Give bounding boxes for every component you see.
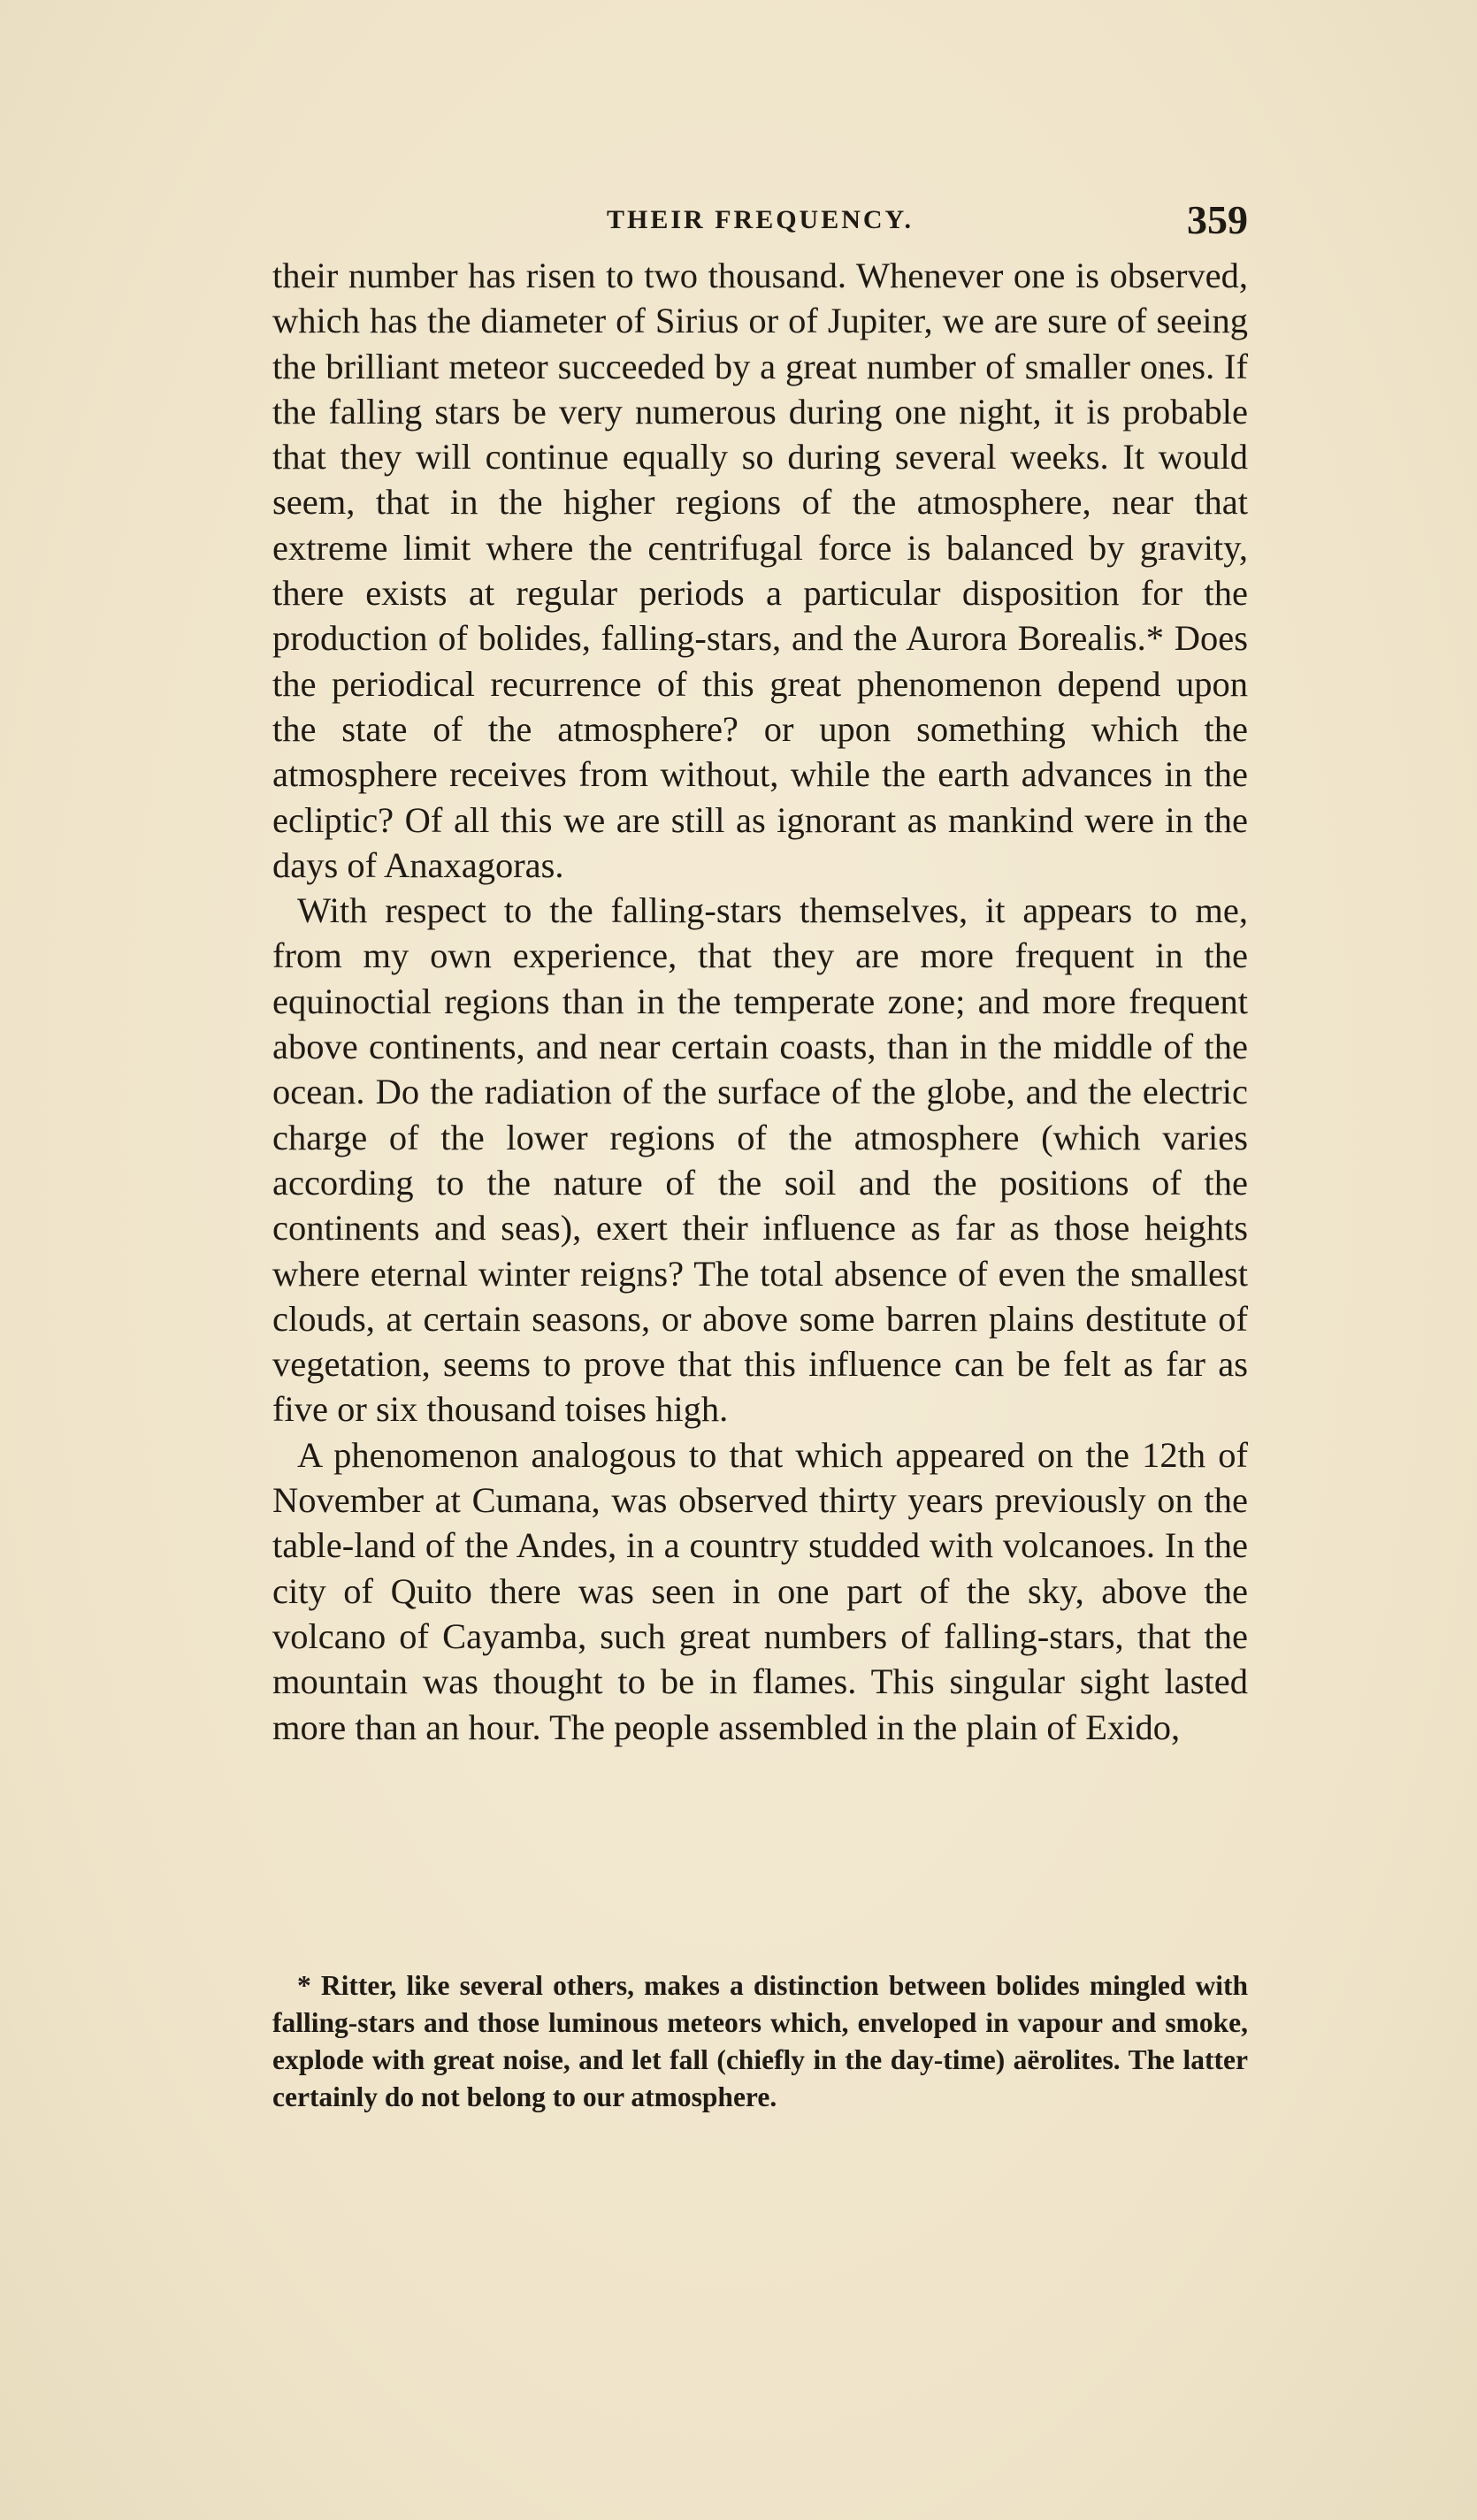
footnote: * Ritter, like several others, makes a distinction between bolides mingled with falling-stars and those luminous meteors which, enveloped in vapour and smoke, explode with great noise, and let fall (chiefly in the day-time) aërolites. The latter certainly do not belong to our atmosphere. [272, 1970, 1248, 2112]
page-title: THEIR FREQUENCY. [607, 205, 914, 234]
running-head [272, 196, 1248, 249]
paragraph-1: their number has risen to two thousand. Whenever one is observed, which has the diameter of Sirius or of Jupiter, we are sure of seeing the brilliant meteor succeeded by a great number of smaller ones. If the falling stars be very numerous during one night, it is probable that they will continue equally so during several weeks. It would seem, that in the higher regions of the atmosphere, near that extreme limit where the centrifugal force is balanced by gravity, there exists at regular periods a particular disposition for the production of bolides, falling-stars, and the Aurora Borealis.* Does the periodical recurrence of this great phenomenon depend upon the state of the atmosphere? or upon something which the atmosphere receives from without, while the earth advances in the ecliptic? Of all this we are still as ignorant as mankind were in the days of Anaxagoras. [272, 256, 1248, 885]
paragraph-2: With respect to the falling-stars themselves, it appears to me, from my own experience, that they are more frequent in the equinoctial regions than in the temperate zone; and more frequent above continents, and near certain coasts, than in the middle of the ocean. Do the radiation of the surface of the globe, and the electric charge of the lower regions of the atmosphere (which varies according to the nature of the soil and the positions of the continents and seas), exert their influence as far as those heights where eternal winter reigns? The total absence of even the smallest clouds, at certain seasons, or above some barren plains destitute of vegetation, seems to prove that this influence can be felt as far as five or six thousand toises high. [272, 890, 1248, 1430]
body-text [272, 253, 1248, 1750]
paragraph-3: A phenomenon analogous to that which appeared on the 12th of November at Cumana, was observed thirty years previously on the table-land of the Andes, in a country studded with volcanoes. In the city of Quito there was seen in one part of the sky, above the volcano of Cayamba, such great numbers of falling-stars, that the mountain was thought to be in flames. This singular sight lasted more than an hour. The people assembled in the plain of Exido, [272, 1434, 1248, 1747]
page-number: 359 [1187, 197, 1248, 242]
